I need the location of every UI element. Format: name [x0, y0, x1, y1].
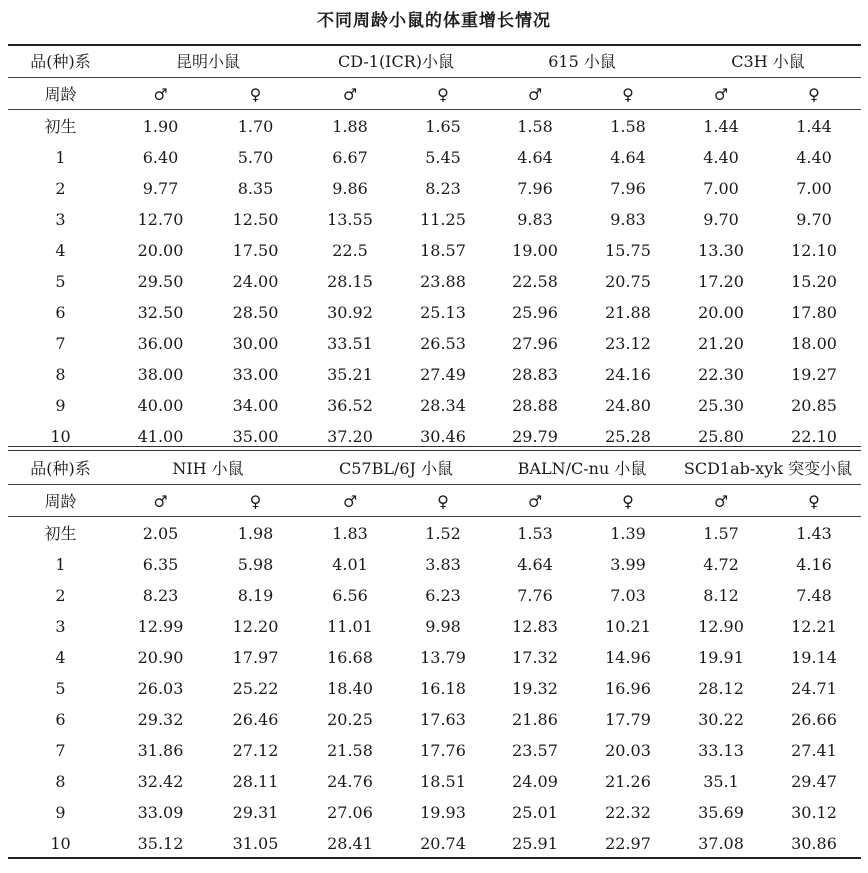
weight-cell: 20.85	[791, 396, 837, 415]
weight-cell: 1.58	[517, 117, 553, 136]
weight-cell: 9.77	[142, 179, 179, 198]
weight-cell: 18.51	[420, 772, 466, 791]
weight-cell: 16.68	[327, 648, 373, 667]
male-symbol: ♂	[153, 85, 168, 104]
female-symbol: ♀	[249, 492, 262, 511]
weight-cell: 6.35	[142, 555, 179, 574]
age-cell: 10	[50, 427, 71, 446]
weight-cell: 36.52	[327, 396, 373, 415]
weight-cell: 12.99	[137, 617, 184, 636]
weight-cell: 3.99	[610, 555, 646, 574]
table-row	[8, 235, 861, 266]
age-cell: 3	[55, 210, 66, 229]
table2-bottom-rule	[8, 857, 861, 859]
weight-cell: 35.69	[698, 803, 744, 822]
weight-cell: 22.97	[605, 834, 651, 853]
weight-cell: 29.31	[232, 803, 279, 822]
weight-cell: 21.26	[605, 772, 651, 791]
strain-name: CD-1(ICR)小鼠	[337, 52, 455, 71]
weight-cell: 1.44	[703, 117, 739, 136]
strain-header-row	[8, 452, 861, 485]
weight-cell: 19.32	[512, 679, 558, 698]
weight-cell: 20.00	[698, 303, 744, 322]
weight-cell: 22.30	[698, 365, 744, 384]
male-symbol: ♂	[342, 85, 358, 104]
weight-cell: 1.90	[142, 117, 179, 136]
weight-cell: 12.10	[791, 241, 837, 260]
table-row	[8, 142, 861, 173]
weight-cell: 38.00	[137, 365, 184, 384]
weight-cell: 20.90	[137, 648, 184, 667]
weight-cell: 5.45	[425, 148, 461, 167]
weight-cell: 22.10	[791, 427, 837, 446]
weight-cell: 8.12	[703, 586, 739, 605]
table-row	[8, 359, 861, 390]
weight-cell: 9.70	[703, 210, 739, 229]
weight-cell: 21.88	[605, 303, 651, 322]
weight-cell: 9.83	[610, 210, 646, 229]
age-cell: 2	[55, 179, 66, 198]
weight-cell: 19.91	[698, 648, 744, 667]
strain-label: 品(种)系	[30, 459, 91, 478]
age-cell: 9	[55, 396, 66, 415]
weight-cell: 15.20	[791, 272, 837, 291]
weight-cell: 17.80	[791, 303, 837, 322]
weight-cell: 4.40	[796, 148, 832, 167]
weight-cell: 4.64	[517, 148, 553, 167]
weight-cell: 12.70	[137, 210, 184, 229]
weight-cell: 32.42	[137, 772, 184, 791]
weight-cell: 28.83	[512, 365, 558, 384]
weight-cell: 33.13	[698, 741, 744, 760]
weight-cell: 1.43	[796, 524, 832, 543]
weight-cell: 19.27	[791, 365, 837, 384]
weight-cell: 4.40	[703, 148, 739, 167]
age-cell: 4	[55, 648, 66, 667]
table2-body	[8, 452, 861, 859]
weight-cell: 33.51	[327, 334, 373, 353]
weight-cell: 20.25	[327, 710, 373, 729]
weight-cell: 4.64	[517, 555, 553, 574]
table-row	[8, 580, 861, 611]
weight-cell: 27.06	[327, 803, 373, 822]
table-row	[8, 704, 861, 735]
weight-cell: 23.12	[605, 334, 651, 353]
weight-cell: 28.12	[698, 679, 744, 698]
weight-cell: 12.83	[512, 617, 558, 636]
weight-cell: 27.12	[232, 741, 279, 760]
weight-cell: 8.35	[237, 179, 274, 198]
table-row	[8, 328, 861, 359]
weight-cell: 25.96	[512, 303, 558, 322]
female-symbol: ♀	[249, 85, 262, 104]
weight-cell: 21.20	[698, 334, 744, 353]
weight-cell: 20.75	[605, 272, 651, 291]
weight-cell: 24.16	[605, 365, 651, 384]
weight-cell: 35.00	[232, 427, 279, 446]
age-cell: 8	[55, 772, 66, 791]
weight-cell: 25.91	[512, 834, 558, 853]
weight-cell: 26.66	[791, 710, 837, 729]
sex-header-row	[8, 78, 861, 111]
weight-cell: 28.34	[420, 396, 466, 415]
weight-cell: 12.90	[698, 617, 744, 636]
weight-cell: 1.52	[425, 524, 461, 543]
sex-header-row	[8, 485, 861, 518]
weight-cell: 25.13	[420, 303, 466, 322]
weight-cell: 1.65	[425, 117, 461, 136]
weight-cell: 26.03	[137, 679, 184, 698]
table-row	[8, 173, 861, 204]
weight-cell: 10.21	[605, 617, 651, 636]
weight-cell: 19.14	[791, 648, 837, 667]
weight-cell: 6.23	[425, 586, 461, 605]
weight-cell: 6.40	[142, 148, 179, 167]
table-row	[8, 518, 861, 549]
weight-cell: 22.58	[512, 272, 558, 291]
weight-cell: 7.00	[703, 179, 739, 198]
weight-cell: 29.50	[137, 272, 184, 291]
weight-cell: 30.46	[420, 427, 466, 446]
weight-cell: 20.03	[605, 741, 651, 760]
weight-cell: 40.00	[137, 396, 184, 415]
weight-cell: 27.41	[791, 741, 837, 760]
weight-cell: 28.41	[327, 834, 373, 853]
weight-cell: 7.48	[796, 586, 832, 605]
weight-cell: 19.00	[512, 241, 558, 260]
weight-cell: 25.30	[698, 396, 744, 415]
weight-cell: 1.53	[517, 524, 553, 543]
weight-cell: 30.22	[698, 710, 744, 729]
weight-cell: 33.00	[232, 365, 279, 384]
weight-cell: 20.74	[420, 834, 466, 853]
weight-cell: 23.57	[512, 741, 558, 760]
weight-cell: 7.76	[517, 586, 553, 605]
weight-cell: 19.93	[420, 803, 466, 822]
weight-cell: 25.80	[698, 427, 744, 446]
male-symbol: ♂	[527, 85, 543, 104]
weight-cell: 12.21	[791, 617, 837, 636]
weight-cell: 7.96	[610, 179, 646, 198]
weight-cell: 8.19	[237, 586, 274, 605]
weight-cell: 28.88	[512, 396, 558, 415]
weight-cell: 17.63	[420, 710, 466, 729]
age-cell: 8	[55, 365, 66, 384]
weight-cell: 1.98	[237, 524, 274, 543]
weight-cell: 31.86	[137, 741, 184, 760]
weight-cell: 26.53	[420, 334, 466, 353]
weight-cell: 29.47	[791, 772, 837, 791]
weight-cell: 8.23	[425, 179, 461, 198]
weight-cell: 9.83	[517, 210, 553, 229]
age-cell: 初生	[44, 117, 77, 136]
female-symbol: ♀	[808, 492, 820, 511]
weight-cell: 16.96	[605, 679, 651, 698]
weight-cell: 1.70	[237, 117, 274, 136]
weight-table-1	[8, 45, 861, 452]
weight-cell: 9.86	[332, 179, 368, 198]
weight-cell: 1.88	[332, 117, 368, 136]
weight-cell: 34.00	[232, 396, 279, 415]
weight-cell: 8.23	[142, 586, 179, 605]
weight-cell: 15.75	[605, 241, 651, 260]
weight-cell: 13.30	[698, 241, 744, 260]
weight-cell: 13.79	[420, 648, 466, 667]
male-symbol: ♂	[527, 492, 543, 511]
weight-cell: 1.83	[332, 524, 368, 543]
table-row	[8, 421, 861, 452]
weight-cell: 29.79	[512, 427, 558, 446]
weight-cell: 30.92	[327, 303, 373, 322]
table-row	[8, 111, 861, 142]
weight-cell: 2.05	[142, 524, 179, 543]
weight-cell: 9.98	[425, 617, 461, 636]
table-row	[8, 735, 861, 766]
weight-cell: 35.1	[703, 772, 739, 791]
weight-cell: 17.79	[605, 710, 651, 729]
strain-name: SCD1ab-xyk 突变小鼠	[683, 459, 853, 478]
weight-cell: 4.01	[332, 555, 368, 574]
age-cell: 5	[55, 272, 66, 291]
weight-cell: 9.70	[796, 210, 832, 229]
table-separator-rule-top	[8, 446, 861, 447]
weight-cell: 28.15	[327, 272, 373, 291]
weight-cell: 22.5	[332, 241, 368, 260]
weight-cell: 21.86	[512, 710, 558, 729]
weight-cell: 1.58	[610, 117, 646, 136]
age-cell: 5	[55, 679, 66, 698]
female-symbol: ♀	[622, 85, 634, 104]
female-symbol: ♀	[437, 85, 449, 104]
weight-cell: 31.05	[232, 834, 279, 853]
table-row	[8, 204, 861, 235]
strain-name: C3H 小鼠	[731, 52, 805, 71]
weight-cell: 1.44	[796, 117, 832, 136]
age-cell: 6	[55, 710, 66, 729]
table-row	[8, 766, 861, 797]
male-symbol: ♂	[342, 492, 358, 511]
weight-cell: 17.50	[232, 241, 279, 260]
age-cell: 2	[55, 586, 66, 605]
age-cell: 1	[55, 555, 66, 574]
strain-header-row	[8, 45, 861, 78]
weight-cell: 17.20	[698, 272, 744, 291]
strain-label: 品(种)系	[30, 52, 91, 71]
weight-cell: 36.00	[137, 334, 184, 353]
male-symbol: ♂	[713, 492, 729, 511]
weight-cell: 41.00	[137, 427, 184, 446]
weight-cell: 24.76	[327, 772, 373, 791]
weight-cell: 11.01	[327, 617, 373, 636]
age-cell: 7	[55, 741, 66, 760]
strain-name: 昆明小鼠	[176, 52, 241, 71]
strain-name: 615 小鼠	[548, 52, 616, 71]
weight-cell: 5.70	[237, 148, 274, 167]
female-symbol: ♀	[437, 492, 449, 511]
weight-cell: 28.50	[232, 303, 279, 322]
table-row	[8, 549, 861, 580]
weight-cell: 12.50	[232, 210, 279, 229]
table-row	[8, 673, 861, 704]
age-cell: 9	[55, 803, 66, 822]
weight-cell: 25.22	[232, 679, 279, 698]
age-cell: 1	[55, 148, 66, 167]
table1-body	[8, 45, 861, 452]
male-symbol: ♂	[713, 85, 729, 104]
weight-cell: 13.55	[327, 210, 373, 229]
strain-name: C57BL/6J 小鼠	[338, 459, 454, 478]
strain-name: BALN/C-nu 小鼠	[517, 459, 647, 478]
weight-cell: 30.00	[232, 334, 279, 353]
weight-cell: 35.12	[137, 834, 184, 853]
weight-cell: 3.83	[425, 555, 461, 574]
weight-cell: 24.09	[512, 772, 558, 791]
weight-cell: 4.16	[796, 555, 832, 574]
age-cell: 10	[50, 834, 71, 853]
weight-cell: 24.80	[605, 396, 651, 415]
weight-cell: 5.98	[237, 555, 274, 574]
weight-cell: 25.28	[605, 427, 651, 446]
age-cell: 7	[55, 334, 66, 353]
weight-cell: 37.20	[327, 427, 373, 446]
weight-cell: 23.88	[420, 272, 466, 291]
weight-cell: 18.00	[791, 334, 837, 353]
table-row	[8, 642, 861, 673]
weight-cell: 26.46	[232, 710, 279, 729]
age-cell: 4	[55, 241, 66, 260]
page-title: 不同周龄小鼠的体重增长情况	[317, 11, 551, 31]
weight-cell: 17.76	[420, 741, 466, 760]
weight-cell: 32.50	[137, 303, 184, 322]
weight-cell: 35.21	[327, 365, 373, 384]
weight-cell: 29.32	[137, 710, 184, 729]
weight-cell: 1.39	[610, 524, 646, 543]
weight-cell: 27.49	[420, 365, 466, 384]
weight-cell: 21.58	[327, 741, 373, 760]
table-row	[8, 611, 861, 642]
weight-cell: 12.20	[232, 617, 279, 636]
table-row	[8, 390, 861, 421]
weight-cell: 4.72	[703, 555, 739, 574]
age-cell: 6	[55, 303, 66, 322]
table-row	[8, 297, 861, 328]
weight-table-2	[8, 452, 861, 859]
weight-cell: 7.96	[517, 179, 553, 198]
weight-cell: 14.96	[605, 648, 651, 667]
age-cell: 3	[55, 617, 66, 636]
weight-cell: 24.00	[232, 272, 279, 291]
weight-cell: 18.40	[327, 679, 373, 698]
weight-cell: 30.12	[791, 803, 837, 822]
female-symbol: ♀	[808, 85, 820, 104]
weight-cell: 17.32	[512, 648, 558, 667]
age-label: 周龄	[44, 492, 77, 511]
weight-cell: 24.71	[791, 679, 837, 698]
weight-cell: 30.86	[791, 834, 837, 853]
male-symbol: ♂	[153, 492, 168, 511]
weight-cell: 11.25	[420, 210, 466, 229]
table-row	[8, 797, 861, 828]
weight-cell: 18.57	[420, 241, 466, 260]
weight-cell: 6.56	[332, 586, 368, 605]
weight-cell: 1.57	[703, 524, 739, 543]
weight-cell: 6.67	[332, 148, 368, 167]
weight-cell: 28.11	[232, 772, 279, 791]
weight-cell: 25.01	[512, 803, 558, 822]
weight-cell: 22.32	[605, 803, 651, 822]
weight-cell: 7.00	[796, 179, 832, 198]
table-separator-rule-bottom	[8, 450, 861, 451]
weight-cell: 27.96	[512, 334, 558, 353]
weight-cell: 33.09	[137, 803, 184, 822]
strain-name: NIH 小鼠	[172, 459, 244, 478]
weight-cell: 16.18	[420, 679, 466, 698]
weight-cell: 7.03	[610, 586, 646, 605]
table-row	[8, 266, 861, 297]
table-row	[8, 828, 861, 859]
weight-cell: 4.64	[610, 148, 646, 167]
age-label: 周龄	[44, 85, 77, 104]
female-symbol: ♀	[622, 492, 634, 511]
weight-cell: 17.97	[232, 648, 279, 667]
weight-cell: 37.08	[698, 834, 744, 853]
weight-cell: 20.00	[137, 241, 184, 260]
age-cell: 初生	[44, 524, 77, 543]
